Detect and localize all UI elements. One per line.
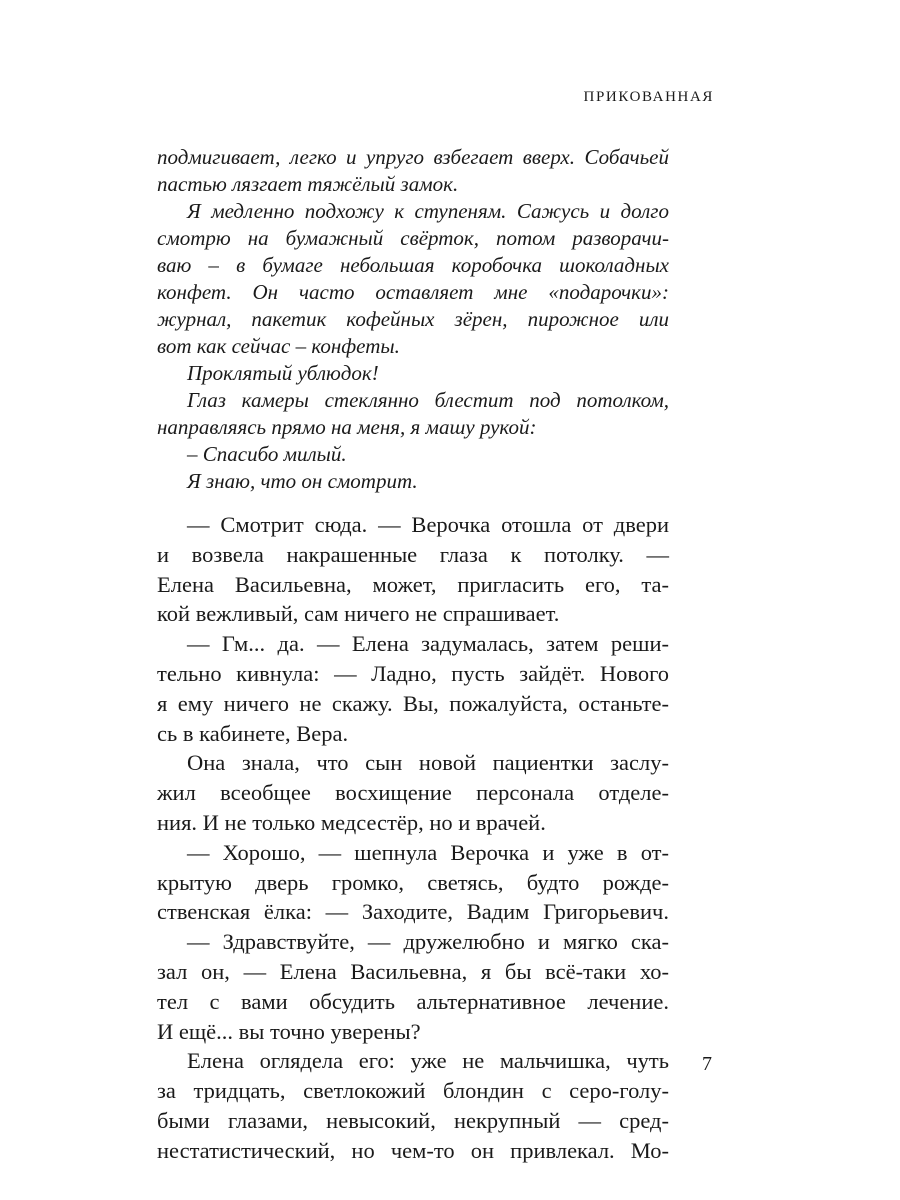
text-line: – Спасибо милый. bbox=[187, 442, 347, 466]
page-number: 7 bbox=[702, 1053, 712, 1075]
text-line: пастью лязгает тяжёлый замок. bbox=[157, 172, 459, 196]
running-title: ПРИКОВАННАЯ bbox=[583, 89, 714, 105]
text-line: тел с вами обсудить альтернативное лечение. bbox=[157, 988, 669, 1014]
text-line: — Смотрит сюда. — Верочка отошла от двери bbox=[187, 512, 669, 537]
text-line: тельно кивнула: — Ладно, пусть зайдёт. Нового bbox=[157, 660, 669, 686]
text-line: Проклятый ублюдок! bbox=[187, 361, 379, 385]
text-line: жил всеобщее восхищение персонала отделе- bbox=[157, 780, 669, 806]
text-line: ваю – в бумаге небольшая коробочка шоколадных bbox=[157, 253, 669, 277]
text-line: вот как сейчас – конфеты. bbox=[157, 334, 400, 358]
text-line: быми глазами, невысокий, некрупный — сред- bbox=[157, 1107, 669, 1133]
text-line: крытую дверь громко, светясь, будто рожде- bbox=[157, 869, 669, 895]
text-line: — Здравствуйте, — дружелюбно и мягко ска- bbox=[187, 929, 669, 955]
text-line: журнал, пакетик кофейных зёрен, пирожное или bbox=[157, 307, 669, 331]
text-line: ственская ёлка: — Заходите, Вадим Григорьевич. bbox=[157, 899, 669, 925]
text-line: — Гм... да. — Елена задумалась, затем реши- bbox=[187, 631, 669, 657]
text-line: И ещё... вы точно уверены? bbox=[157, 1018, 421, 1044]
text-line: Я медленно подхожу к ступеням. Сажусь и долго bbox=[187, 199, 669, 223]
text-line: — Хорошо, — шепнула Верочка и уже в от- bbox=[187, 839, 669, 865]
text-line: конфет. Он часто оставляет мне «подарочки»: bbox=[157, 280, 669, 304]
text-line: зал он, — Елена Васильевна, я бы всё-таки хо- bbox=[157, 958, 669, 984]
text-line: подмигивает, легко и упруго взбегает вверх. Собачьей bbox=[157, 145, 669, 169]
italic-passage bbox=[157, 144, 669, 495]
text-line: направляясь прямо на меня, я машу рукой: bbox=[157, 415, 537, 439]
text-line: Я знаю, что он смотрит. bbox=[187, 469, 418, 493]
text-line: Глаз камеры стеклянно блестит под потолком, bbox=[187, 388, 669, 412]
text-line: Елена оглядела его: уже не мальчишка, чуть bbox=[187, 1048, 669, 1074]
text-line: сь в кабинете, Вера. bbox=[157, 720, 349, 746]
text-line: смотрю на бумажный свёрток, потом разворачи- bbox=[157, 226, 669, 250]
text-line: за тридцать, светлокожий блондин с серо-голу- bbox=[157, 1078, 669, 1104]
text-line: ния. И не только медсестёр, но и врачей. bbox=[157, 809, 546, 835]
main-passage bbox=[157, 510, 669, 1166]
text-line: и возвела накрашенные глаза к потолку. — bbox=[157, 541, 669, 567]
text-line: нестатистический, но чем-то он привлекал. Мо- bbox=[157, 1137, 669, 1163]
text-line: Елена Васильевна, может, пригласить его, та- bbox=[157, 571, 669, 597]
text-line: кой вежливый, сам ничего не спрашивает. bbox=[157, 601, 560, 627]
text-line: я ему ничего не скажу. Вы, пожалуйста, останьте- bbox=[157, 690, 669, 716]
text-line: Она знала, что сын новой пациентки заслу- bbox=[187, 750, 669, 776]
